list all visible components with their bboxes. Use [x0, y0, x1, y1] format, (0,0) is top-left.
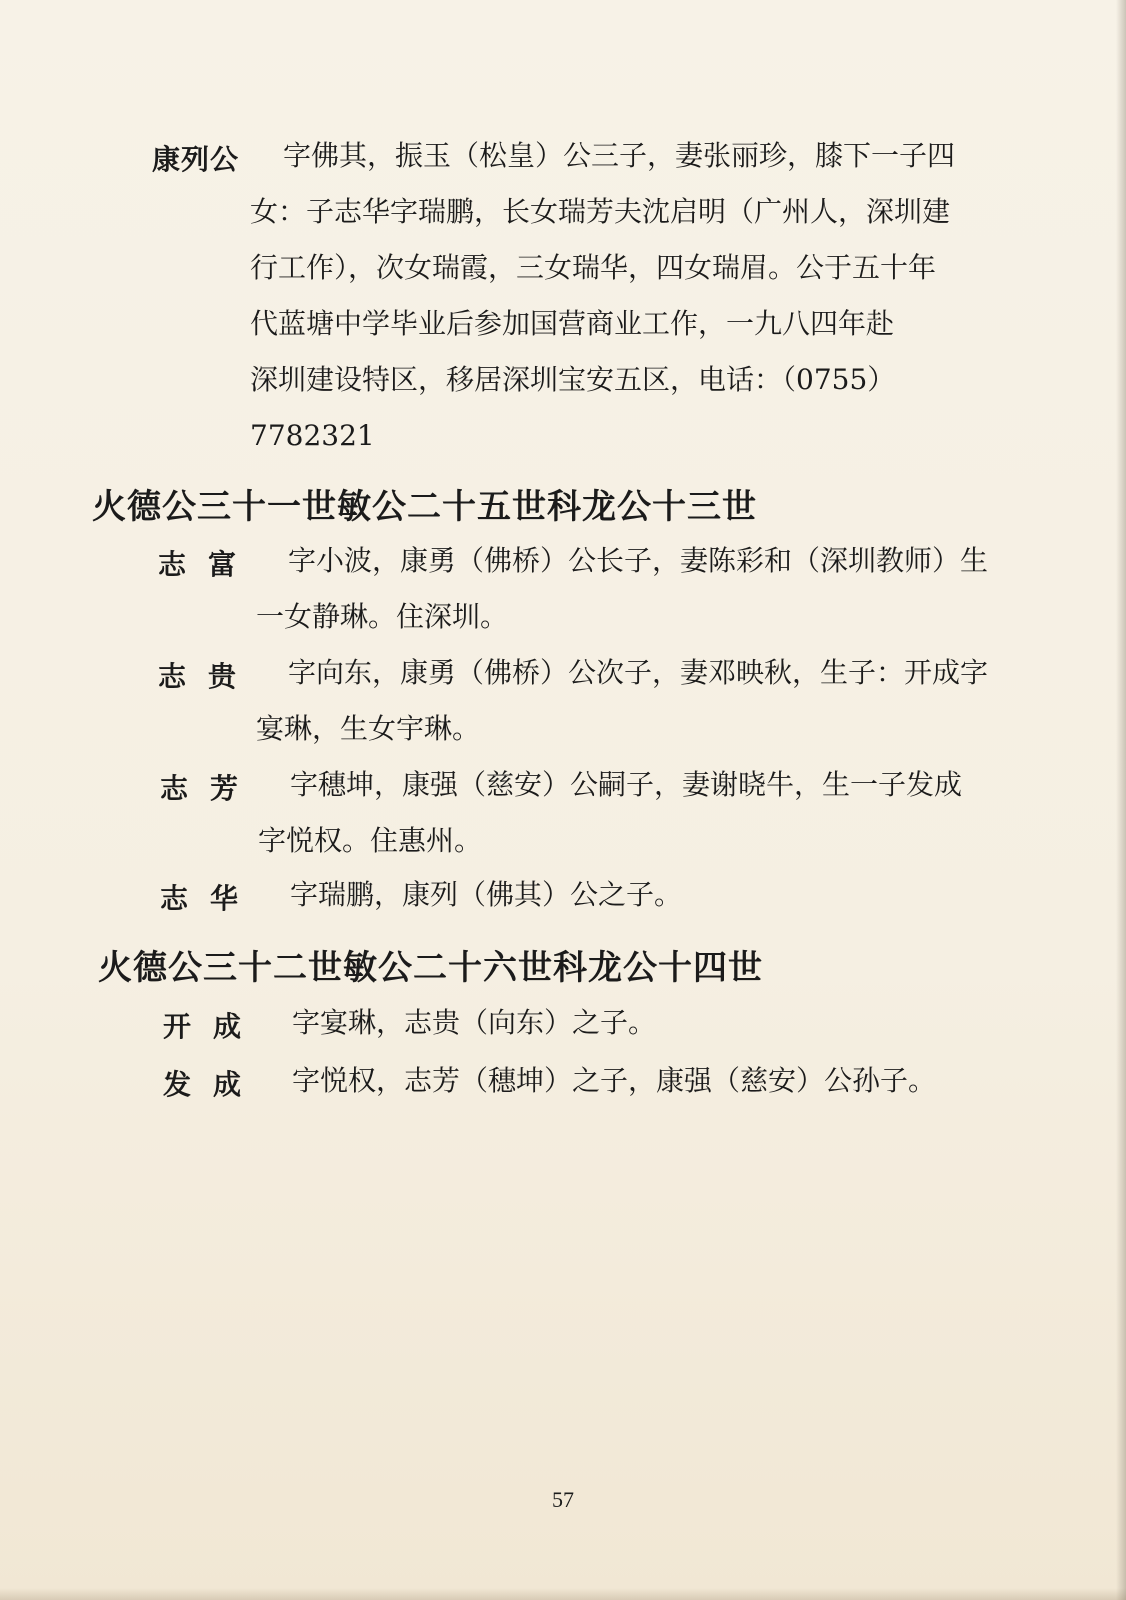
text-line: 字穗坤，康强（慈安）公嗣子，妻谢晓牛，生一子发成 — [290, 768, 963, 801]
text-line: 字小波，康勇（佛桥）公长子，妻陈彩和（深圳教师）生 — [288, 544, 989, 577]
text-line: 字佛其，振玉（松皇）公三子，妻张丽珍，膝下一子四 — [283, 139, 956, 172]
entry-name: 志富 — [158, 548, 259, 581]
text-line: 女：子志华字瑞鹏，长女瑞芳夫沈启明（广州人，深圳建 — [250, 195, 951, 228]
entry-text-first — [292, 1053, 936, 1109]
text-line: 7782321 — [250, 419, 375, 452]
page-edge-shadow — [1116, 0, 1126, 1600]
section-heading-32: 火德公三十二世敏公二十六世科龙公十四世 — [98, 948, 763, 988]
text-line: 行工作），次女瑞霞，三女瑞华，四女瑞眉。公于五十年 — [250, 251, 937, 284]
entry-text-first — [288, 533, 988, 589]
text-line: 字宴琳，志贵（向东）之子。 — [292, 1006, 657, 1039]
entry-text-rest — [250, 184, 950, 464]
entry-text-rest — [256, 589, 508, 645]
section-heading-31: 火德公三十一世敏公二十五世科龙公十三世 — [92, 487, 757, 527]
page-number: 57 — [552, 1487, 574, 1512]
text-line: 代蓝塘中学毕业后参加国营商业工作，一九八四年赴 — [250, 307, 895, 340]
entry-text-first — [288, 645, 988, 701]
text-line: 字向东，康勇（佛桥）公次子，妻邓映秋，生子：开成字 — [288, 656, 989, 689]
text-line: 字瑞鹏，康列（佛其）公之子。 — [290, 878, 683, 911]
entry-text-first — [283, 128, 955, 184]
entry-text-first — [292, 995, 656, 1051]
text-line: 字悦权。住惠州。 — [258, 824, 483, 857]
entry-name: 志华 — [160, 882, 261, 915]
text-line: 字悦权，志芳（穗坤）之子，康强（慈安）公孙子。 — [292, 1064, 937, 1097]
entry-name: 康列公 — [152, 143, 240, 176]
entry-name: 开成 — [163, 1010, 264, 1043]
entry-text-rest — [256, 701, 480, 757]
entry-name: 志芳 — [160, 772, 261, 805]
text-line: 宴琳，生女宇琳。 — [256, 712, 481, 745]
entry-text-first — [290, 757, 962, 813]
page-bottom-shadow — [0, 1588, 1126, 1600]
entry-text-rest — [258, 813, 482, 869]
text-line: 深圳建设特区，移居深圳宝安五区，电话：（0755） — [250, 363, 896, 396]
entry-name: 发成 — [163, 1068, 264, 1101]
text-line: 一女静琳。住深圳。 — [256, 600, 509, 633]
entry-name: 志贵 — [158, 660, 259, 693]
entry-text-first — [290, 867, 682, 923]
